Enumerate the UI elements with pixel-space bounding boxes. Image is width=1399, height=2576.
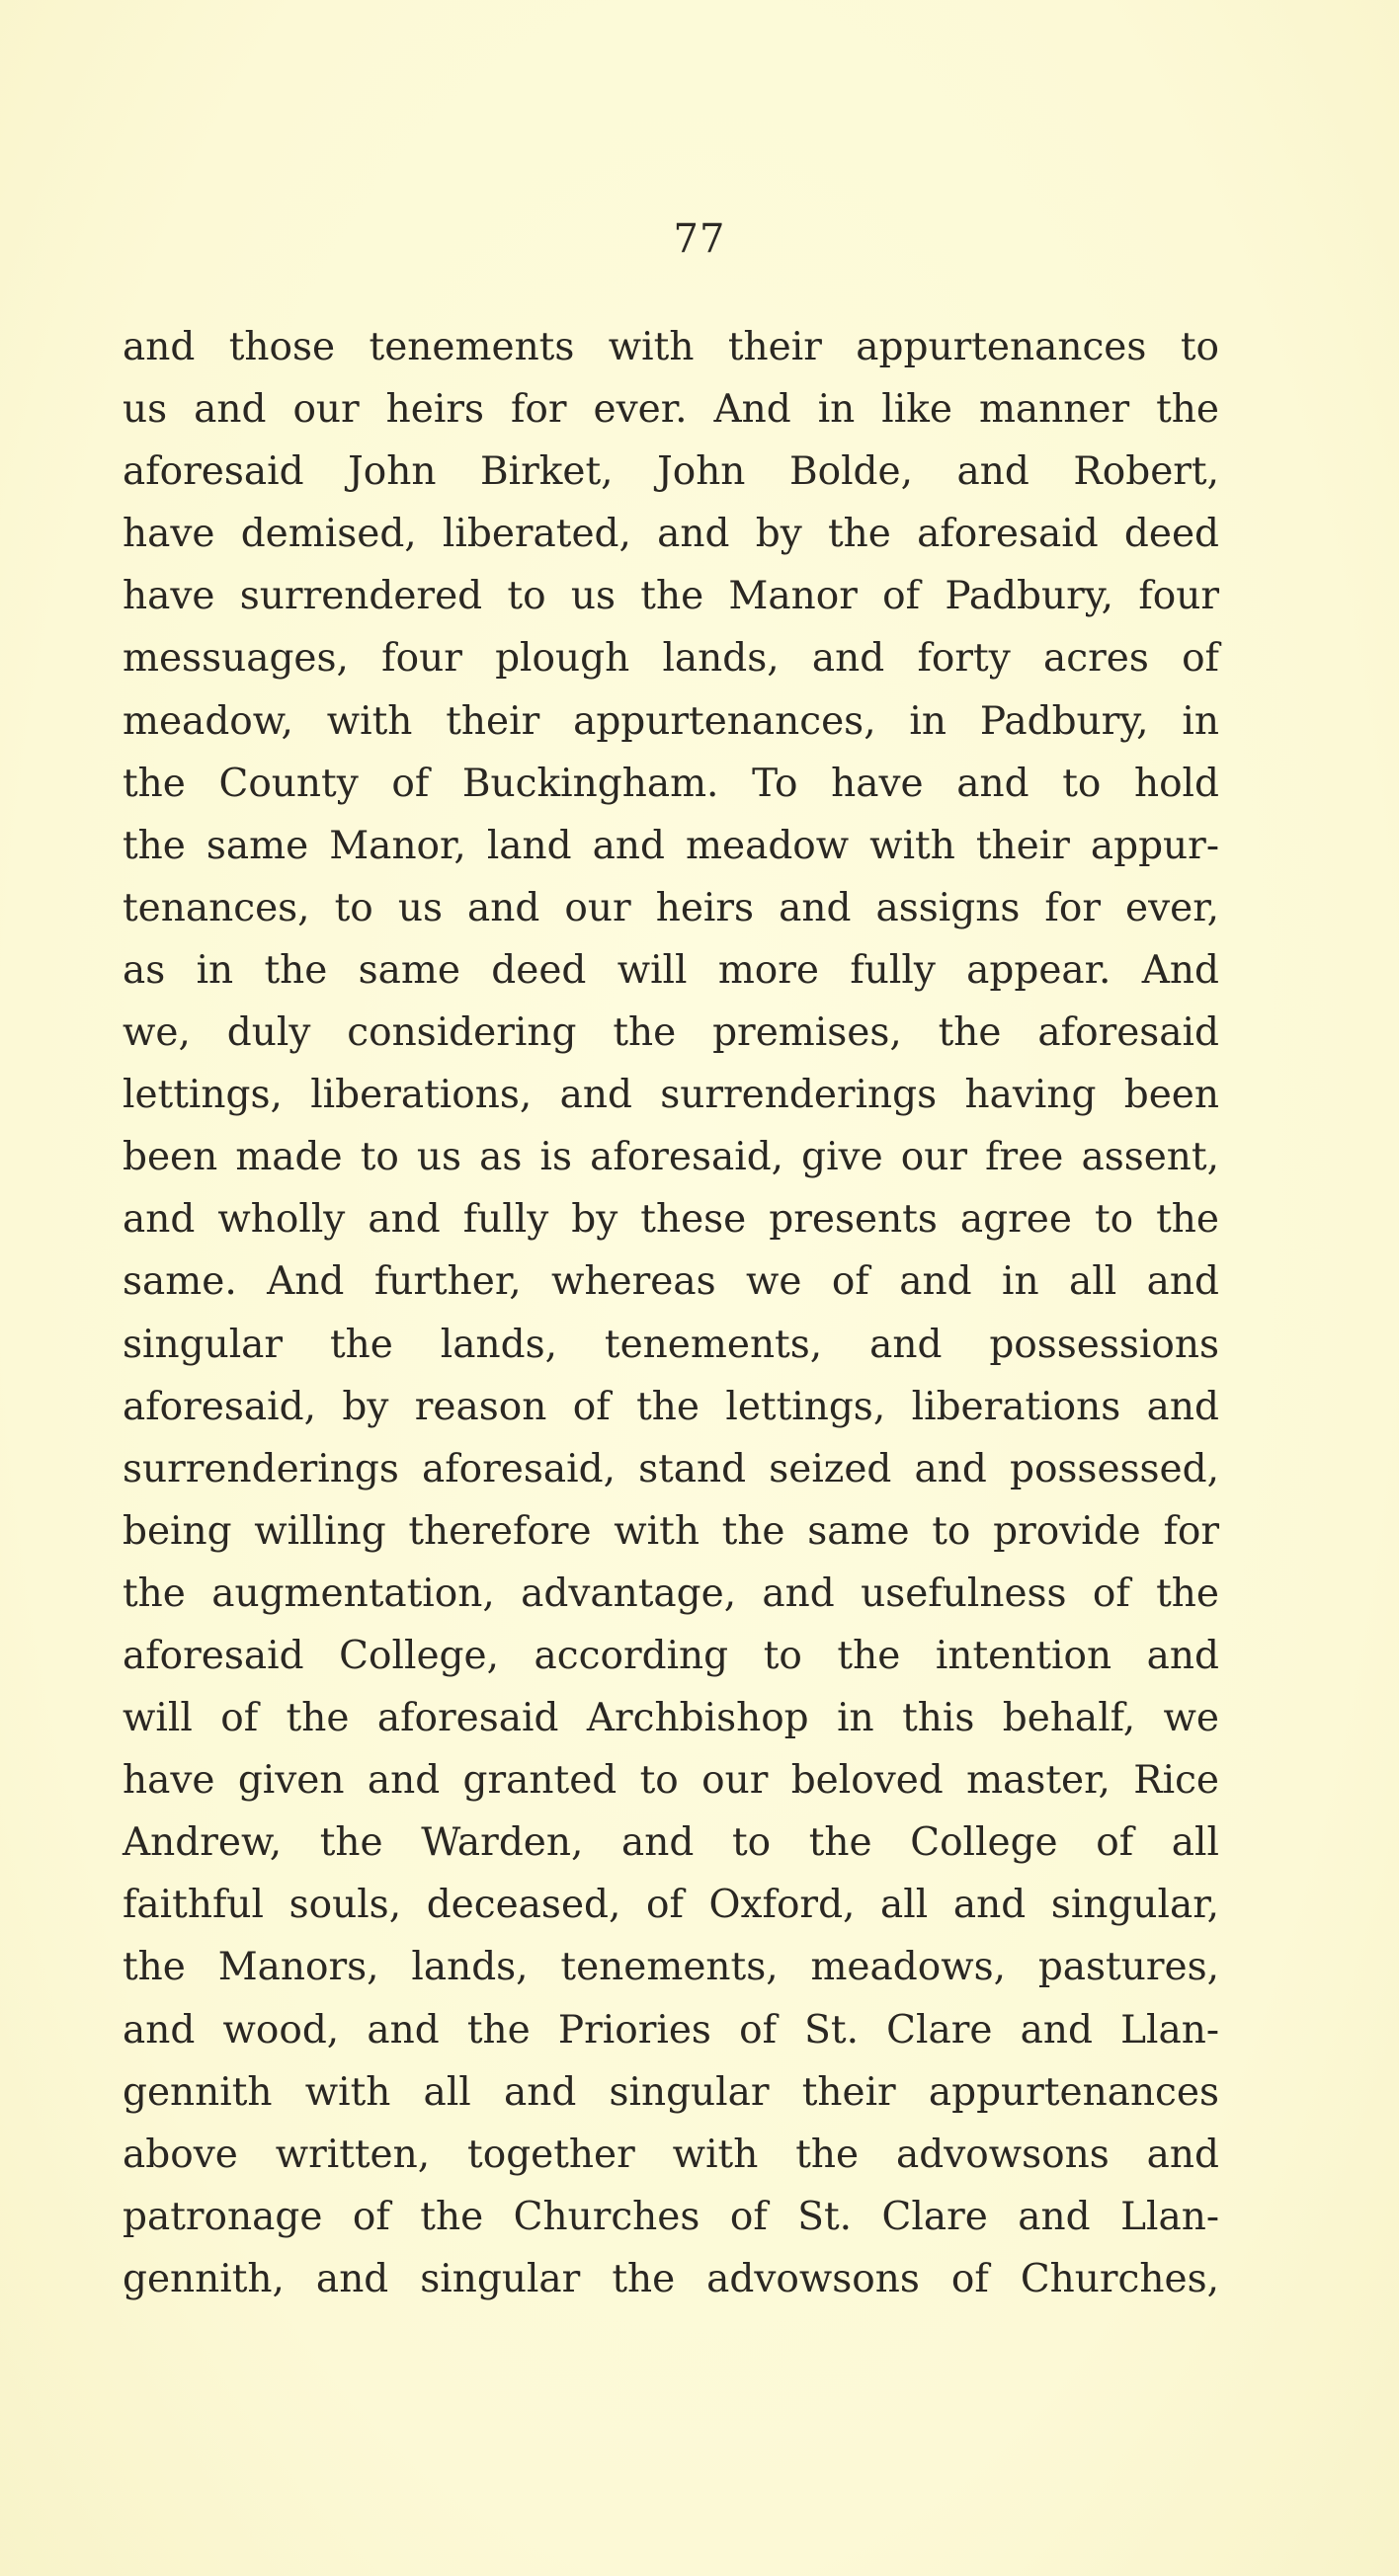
- text-line: we, duly considering the premises, the aforesaid: [123, 1010, 1219, 1056]
- text-line: surrenderings aforesaid, stand seized and possessed,: [123, 1446, 1219, 1491]
- text-line: will of the aforesaid Archbishop in this behalf, we: [123, 1696, 1219, 1741]
- text-line: Andrew, the Warden, and to the College of all: [123, 1820, 1219, 1866]
- text-line: have surrendered to us the Manor of Padbury, four: [123, 574, 1219, 619]
- text-line: lettings, liberations, and surrenderings having been: [123, 1073, 1219, 1118]
- text-line: the augmentation, advantage, and usefulness of the: [123, 1570, 1219, 1616]
- body-text: [123, 316, 1219, 2310]
- text-line: tenances, to us and our heirs and assigns for ever,: [123, 885, 1219, 930]
- text-line: the County of Buckingham. To have and to hold: [123, 761, 1219, 806]
- text-line: us and our heirs for ever. And in like manner the: [123, 387, 1219, 433]
- text-line: been made to us as is aforesaid, give our free assent,: [123, 1135, 1219, 1180]
- text-line: and wholly and fully by these presents agree to the: [123, 1197, 1219, 1243]
- text-line: have demised, liberated, and by the aforesaid deed: [123, 512, 1219, 557]
- page-number: 77: [673, 216, 726, 262]
- text-line: gennith, and singular the advowsons of Churches,: [123, 2256, 1219, 2301]
- text-line: have given and granted to our beloved master, Rice: [123, 1758, 1219, 1804]
- text-line: the same Manor, land and meadow with their appur-: [123, 823, 1219, 868]
- text-line: meadow, with their appurtenances, in Padbury, in: [123, 698, 1219, 744]
- text-line: same. And further, whereas we of and in all and: [123, 1259, 1219, 1305]
- text-line: aforesaid John Birket, John Bolde, and Robert,: [123, 449, 1219, 495]
- text-line: patronage of the Churches of St. Clare and Llan-: [123, 2194, 1219, 2239]
- text-line: messuages, four plough lands, and forty acres of: [123, 636, 1219, 682]
- text-line: being willing therefore with the same to provide for: [123, 1508, 1219, 1554]
- text-line: and those tenements with their appurtenances to: [123, 325, 1219, 369]
- text-line: singular the lands, tenements, and possessions: [123, 1322, 1219, 1367]
- text-line: aforesaid College, according to the intention and: [123, 1633, 1219, 1678]
- text-line: aforesaid, by reason of the lettings, liberations and: [123, 1384, 1219, 1429]
- text-line: as in the same deed will more fully appear. And: [123, 947, 1219, 993]
- text-line: the Manors, lands, tenements, meadows, pastures,: [123, 1945, 1219, 1990]
- text-line: above written, together with the advowsons and: [123, 2132, 1219, 2177]
- text-line: faithful souls, deceased, of Oxford, all and singular,: [123, 1883, 1219, 1928]
- text-line: gennith with all and singular their appurtenances: [123, 2069, 1219, 2115]
- text-line: and wood, and the Priories of St. Clare and Llan-: [123, 2007, 1219, 2053]
